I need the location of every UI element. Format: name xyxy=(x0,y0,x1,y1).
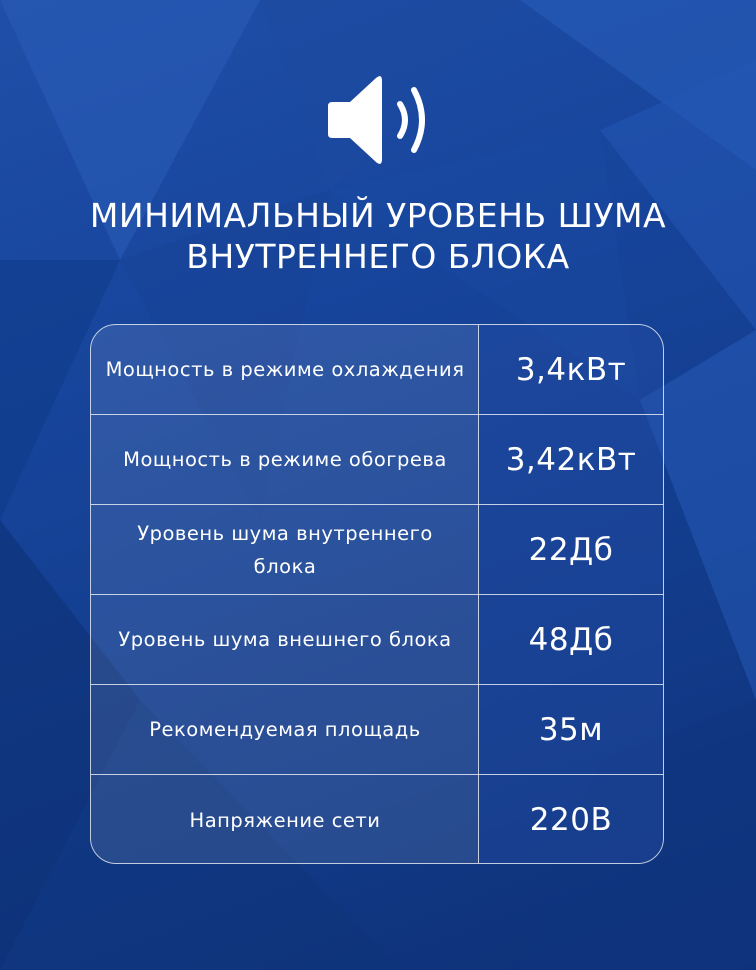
spec-label: Рекомендуемая площадь xyxy=(149,718,421,741)
spec-row-voltage xyxy=(91,775,663,864)
specs-table xyxy=(90,324,664,864)
spec-label: Мощность в режиме обогрева xyxy=(123,448,447,471)
spec-label: Мощность в режиме охлаждения xyxy=(105,358,465,381)
spec-value: 3,4кВт xyxy=(515,351,627,388)
spec-row-heating-power xyxy=(91,415,663,505)
spec-value: 3,42кВт xyxy=(505,441,637,478)
spec-label: Уровень шума внутреннего блока xyxy=(137,521,433,578)
title-line-1: МИНИМАЛЬНЫЙ УРОВЕНЬ ШУМА xyxy=(89,196,667,235)
spec-value: 35м xyxy=(538,711,604,748)
spec-value: 22Дб xyxy=(528,531,614,568)
spec-label: Напряжение сети xyxy=(189,808,381,832)
spec-row-outdoor-noise xyxy=(91,595,663,685)
spec-row-indoor-noise xyxy=(91,505,663,595)
spec-row-recommended-area xyxy=(91,685,663,775)
spec-label: Уровень шума внешнего блока xyxy=(118,628,452,651)
spec-value: 48Дб xyxy=(528,621,614,658)
spec-value: 220В xyxy=(529,802,613,838)
spec-row-cooling-power xyxy=(91,325,663,415)
speaker-icon xyxy=(322,70,438,170)
title-line-2: ВНУТРЕННЕГО БЛОКА xyxy=(186,237,570,276)
